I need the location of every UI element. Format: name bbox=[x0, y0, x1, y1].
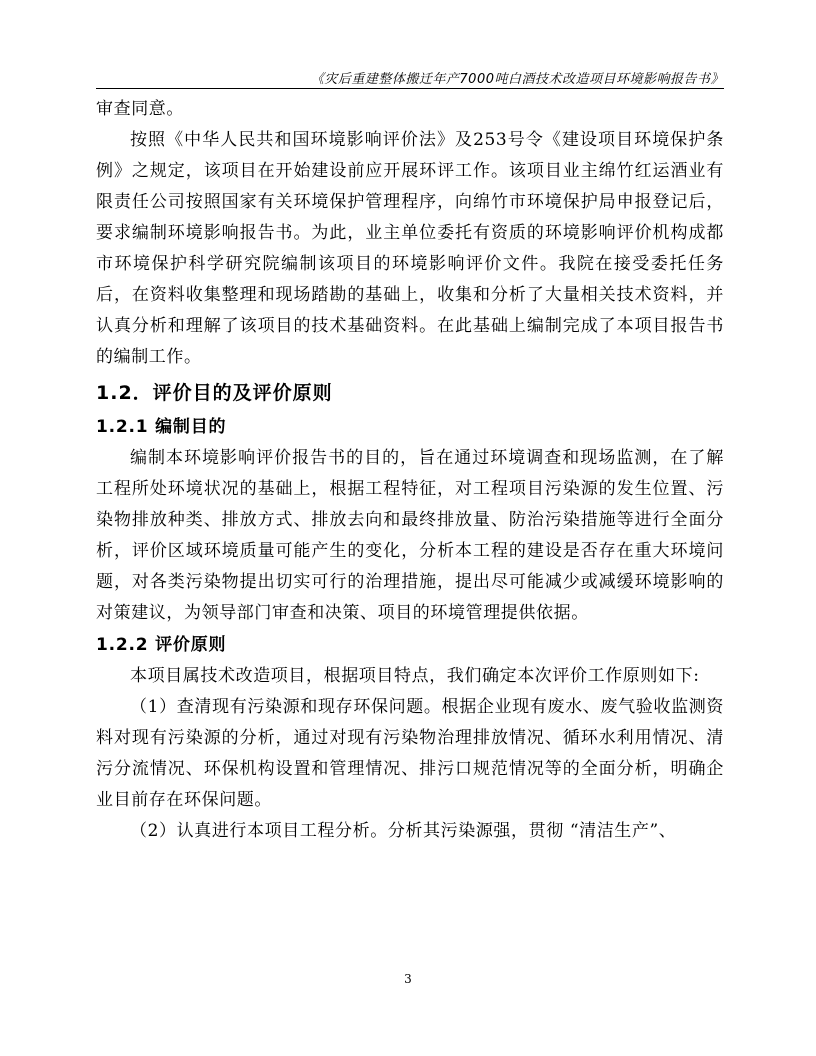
running-header: 《灾后重建整体搬迁年产7000吨白酒技术改造项目环境影响报告书》 bbox=[310, 72, 724, 87]
subsection-heading-1-2-2: 1.2.2 评价原则 bbox=[96, 635, 227, 655]
paragraph-approval: 审查同意。 bbox=[96, 99, 184, 119]
subsection-heading-1-2-1: 1.2.1 编制目的 bbox=[96, 417, 227, 437]
section-heading-1-2: 1.2．评价目的及评价原则 bbox=[96, 382, 333, 404]
page-number: 3 bbox=[404, 972, 412, 986]
paragraph-principle-2: （2）认真进行本项目工程分析。分析其污染源强，贯彻 “清洁生产”、 bbox=[130, 821, 677, 841]
header-rule bbox=[96, 88, 724, 89]
paragraph-background: 按照《中华人民共和国环境影响评价法》及253号令《建设项目环境保护条例》之规定，该项目在开始建设前应开展环评工作。该项目业主绵竹红运酒业有限责任公司按照国家有关环境保护管理程序，向绵竹市环境保护局申报登记后，要求编制环境影响报告书。为此，业主单位委托有资质的环境影响评价机构成都市环境保护科学研究院编制该项目的环境影响评价文件。我院在接受委托任务后，在资料收集整理和现场踏勘的基础上，收集和分析了大量相关技术资料，并认真分析和理解了该项目的技术基础资料。在此基础上编制完成了本项目报告书的编制工作。 bbox=[96, 130, 724, 367]
paragraph-purpose: 编制本环境影响评价报告书的目的，旨在通过环境调查和现场监测，在了解工程所处环境状况的基础上，根据工程特征，对工程项目污染源的发生位置、污染物排放种类、排放方式、排放去向和最终排放量、防治污染措施等进行全面分析，评价区域环境质量可能产生的变化，分析本工程的建设是否存在重大环境问题，对各类污染物提出切实可行的治理措施，提出尽可能减少或减缓环境影响的对策建议，为领导部门审查和决策、项目的环境管理提供依据。 bbox=[96, 448, 724, 623]
paragraph-principle-1: （1）查清现有污染源和现存环保问题。根据企业现有废水、废气验收监测资料对现有污染源的分析，通过对现有污染物治理排放情况、循环水利用情况、清污分流情况、环保机构设置和管理情况、排污口规范情况等的全面分析，明确企业目前存在环保问题。 bbox=[96, 697, 724, 810]
paragraph-principles-intro: 本项目属技术改造项目，根据项目特点，我们确定本次评价工作原则如下: bbox=[130, 666, 700, 686]
document-body bbox=[96, 94, 724, 847]
